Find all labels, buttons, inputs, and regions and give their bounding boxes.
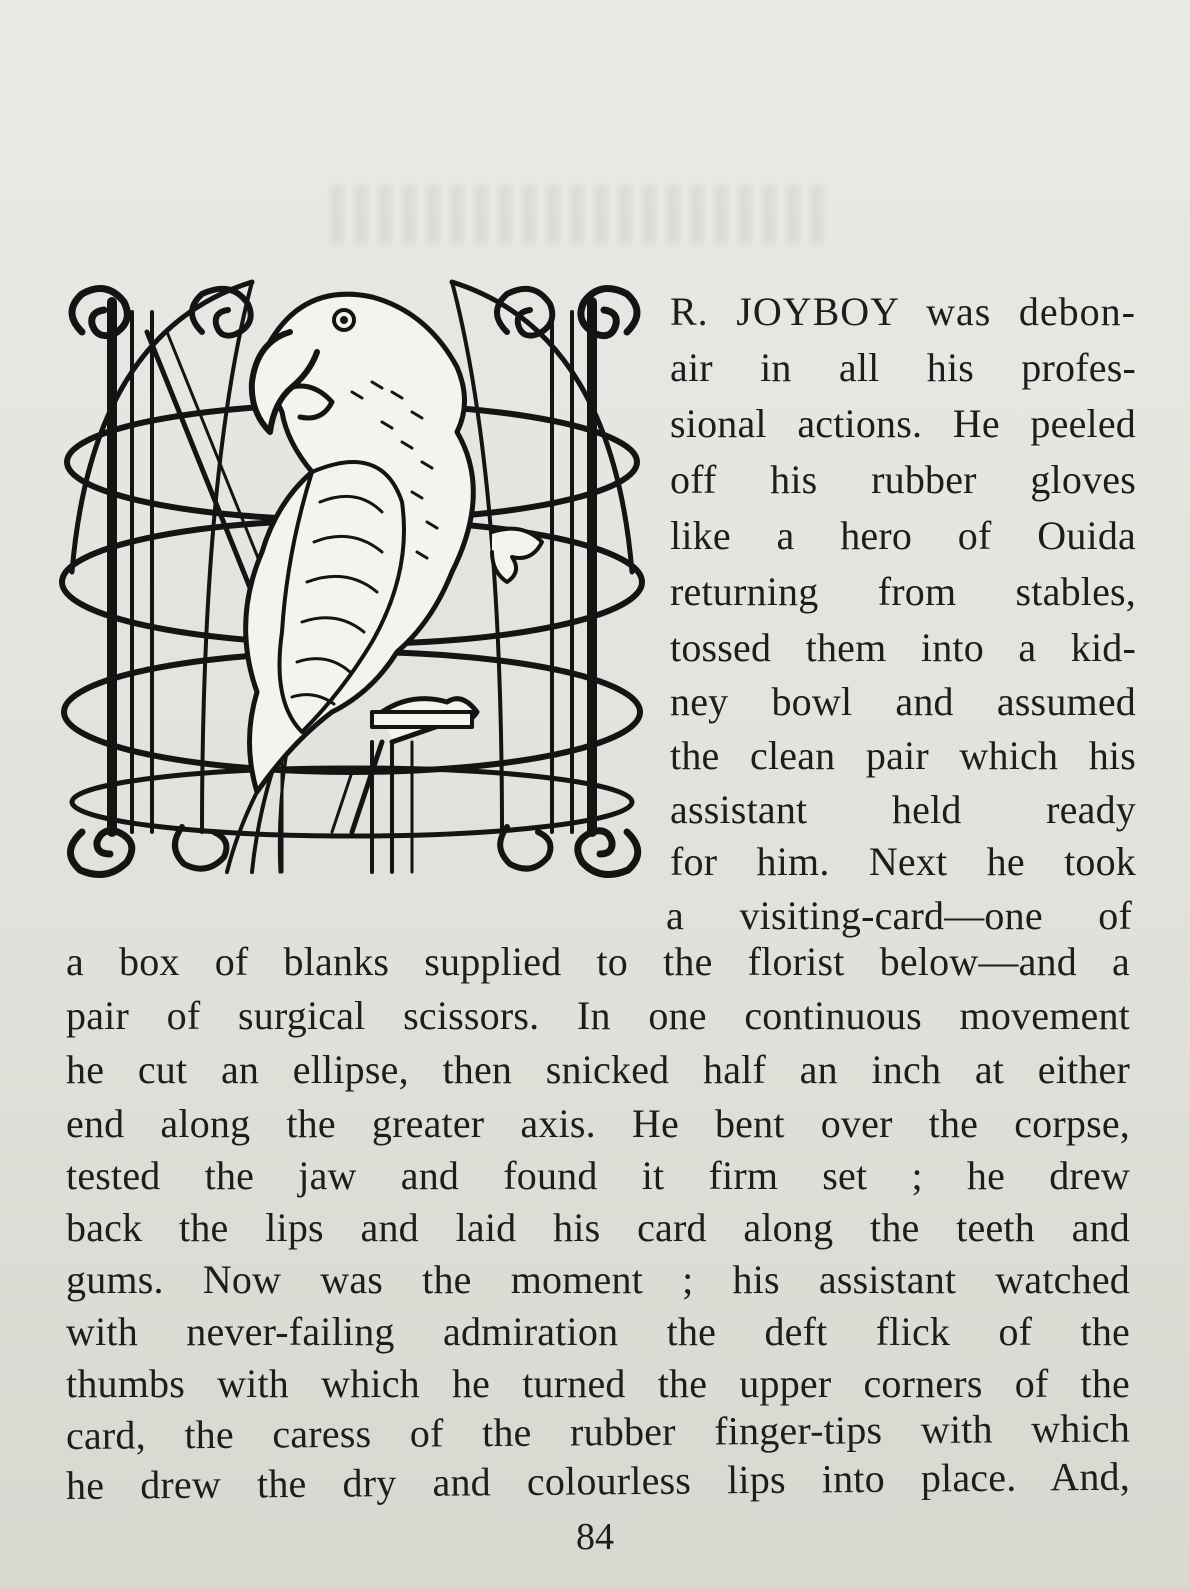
text-line: thumbs with which he turned the upper corners of the [66,1361,1130,1406]
text-line: he cut an ellipse, then snicked half an inch at either [66,1047,1130,1092]
text-line: gums. Now was the moment ; his assistant watched [66,1257,1130,1302]
show-through-text [330,185,830,245]
text-line: sional actions. He peeled [670,401,1136,446]
text-line: returning from stables, [670,569,1136,614]
text-line: for him. Next he took [670,839,1136,884]
page-number: 84 [576,1516,614,1558]
text-line: pair of surgical scissors. In one continuous movement [66,993,1130,1038]
text-line: tossed them into a kid- [670,625,1136,670]
text-line: assistant held ready [670,787,1136,832]
text-line: air in all his profes- [670,345,1136,390]
drop-initial-m [52,272,652,884]
text-line: back the lips and laid his card along the teeth and [66,1205,1130,1250]
text-line: like a hero of Ouida [670,513,1136,558]
text-line: card, the caress of the rubber finger-tips with which [65,1405,1131,1458]
text-line: a visiting-card—one of [666,893,1132,938]
text-line: tested the jaw and found it firm set ; he drew [66,1153,1130,1198]
parrot-cage-icon [52,272,652,884]
text-line: R. JOYBOY was debon- [670,289,1136,334]
text-line: end along the greater axis. He bent over the corpse, [66,1101,1130,1146]
text-line: off his rubber gloves [670,457,1136,502]
text-line: a box of blanks supplied to the florist below—and a [66,939,1130,984]
text-line: ney bowl and assumed [670,679,1136,724]
text-line: with never-failing admiration the deft flick of the [66,1309,1130,1354]
text-line: the clean pair which his [670,733,1136,778]
text-line: he drew the dry and colourless lips into place. And, [65,1453,1131,1508]
